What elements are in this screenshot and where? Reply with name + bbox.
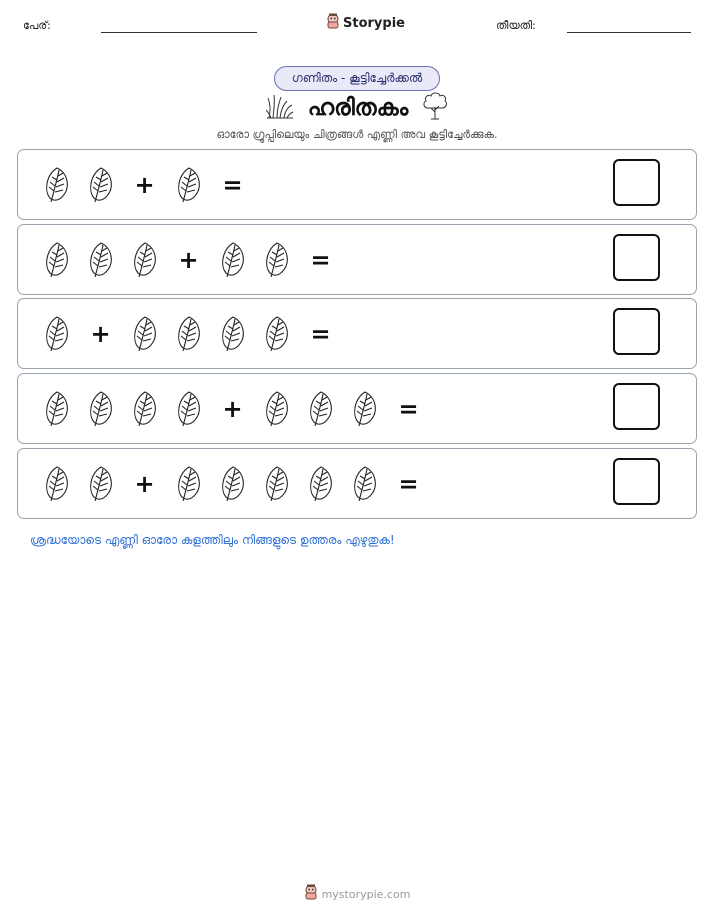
site-url: mystorypie.com [321, 887, 411, 901]
leaf-icon [302, 389, 339, 429]
date-line [567, 32, 691, 33]
name-line [101, 32, 257, 33]
problem-expression [38, 150, 251, 219]
plus-sign: + [178, 245, 199, 274]
plus-sign: + [134, 469, 155, 498]
mascot-icon [304, 884, 318, 904]
leaf-icon [170, 464, 207, 504]
problem-expression [38, 449, 427, 518]
name-label: പേര്: [23, 19, 51, 32]
problem-expression [38, 299, 339, 368]
leaf-icon [126, 314, 163, 354]
leaf-icon [38, 389, 75, 429]
plus-sign: + [222, 394, 243, 423]
footer-note: ശ്രദ്ധയോടെ എണ്ണി ഓരോ കളത്തിലും നിങ്ങളുടെ ഉത്തരം എഴുതുക! [30, 533, 395, 547]
answer-box[interactable] [613, 159, 660, 206]
grass-icon [266, 93, 294, 123]
brand-logo [326, 13, 405, 33]
equals-sign: = [398, 469, 419, 498]
problem-row [17, 448, 697, 519]
leaf-icon [126, 240, 163, 280]
answer-box[interactable] [613, 383, 660, 430]
plus-sign: + [134, 170, 155, 199]
leaf-icon [38, 464, 75, 504]
mascot-icon [326, 13, 340, 33]
leaf-icon [170, 314, 207, 354]
leaf-icon [82, 464, 119, 504]
leaf-icon [82, 165, 119, 205]
leaf-icon [170, 165, 207, 205]
leaf-icon [170, 389, 207, 429]
leaf-icon [214, 240, 251, 280]
equals-sign: = [398, 394, 419, 423]
leaf-icon [346, 464, 383, 504]
instruction-text: ഓരോ ഗ്രൂപ്പിലെയും ചിത്രങ്ങൾ എണ്ണി അവ കൂട്ടിച്ചേർക്കുക. [216, 128, 498, 141]
problem-expression [38, 374, 427, 443]
brand-name: Storypie [343, 15, 405, 31]
equals-sign: = [310, 245, 331, 274]
answer-box[interactable] [613, 458, 660, 505]
leaf-icon [38, 165, 75, 205]
problem-row [17, 224, 697, 295]
problem-expression [38, 225, 339, 294]
leaf-icon [214, 464, 251, 504]
leaf-icon [258, 240, 295, 280]
page-title: ഹരിതകം [307, 95, 409, 121]
problem-row [17, 298, 697, 369]
leaf-icon [82, 389, 119, 429]
leaf-icon [258, 314, 295, 354]
leaf-icon [82, 240, 119, 280]
equals-sign: = [310, 319, 331, 348]
title-row [0, 92, 714, 124]
answer-box[interactable] [613, 308, 660, 355]
leaf-icon [302, 464, 339, 504]
site-footer [0, 884, 714, 904]
leaf-icon [346, 389, 383, 429]
answer-box[interactable] [613, 234, 660, 281]
problem-row [17, 373, 697, 444]
leaf-icon [38, 240, 75, 280]
problem-row [17, 149, 697, 220]
tree-icon [422, 92, 448, 124]
leaf-icon [214, 314, 251, 354]
plus-sign: + [90, 319, 111, 348]
leaf-icon [258, 389, 295, 429]
date-label: തീയതി: [496, 19, 536, 32]
topic-badge: ഗണിതം - കൂട്ടിച്ചേർക്കൽ [274, 66, 440, 91]
leaf-icon [38, 314, 75, 354]
equals-sign: = [222, 170, 243, 199]
leaf-icon [126, 389, 163, 429]
leaf-icon [258, 464, 295, 504]
